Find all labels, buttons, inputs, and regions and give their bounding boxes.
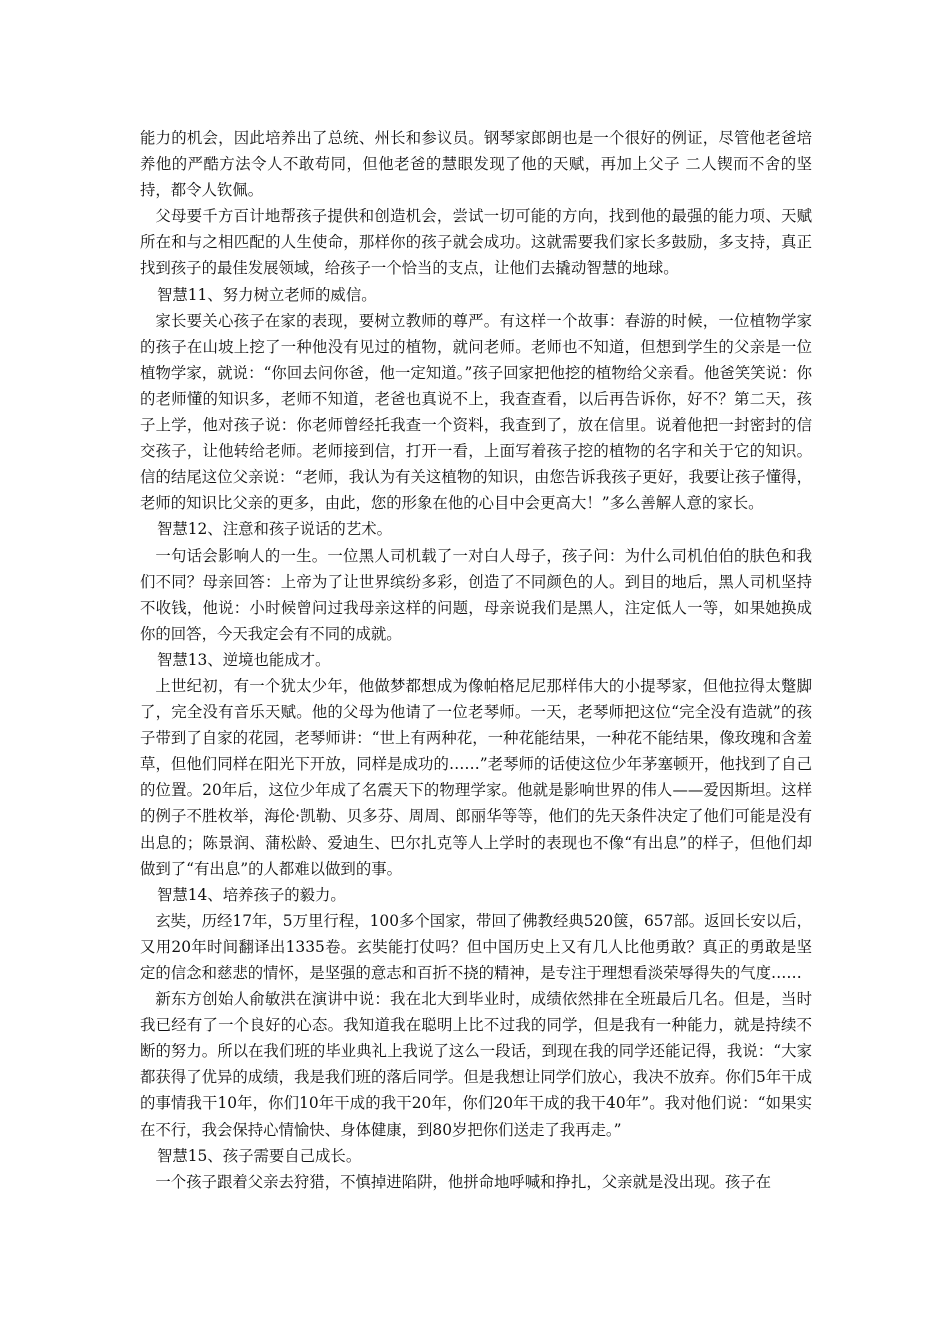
paragraph-langlang-example: 能力的机会，因此培养出了总统、州长和参议员。钢琴家郎朗也是一个很好的例证，尽管他老爸培养他的严酷方法令人不敢苟同，但他老爸的慧眼发现了他的天赋，再加上父子 二人锲而不舍的坚持，都令人钦佩。 — [140, 129, 812, 200]
heading-wisdom-13: 智慧13、逆境也能成才。 — [156, 650, 331, 669]
paragraph-parents-opportunity: 父母要千方百计地帮孩子提供和创造机会，尝试一切可能的方向，找到他的最强的能力项、天赋所在和与之相匹配的人生使命，那样你的孩子就会成功。这就需要我们家长多鼓励，多支持，真正找到孩子的最佳发展领域，给孩子一个恰当的支点，让他们去撬动智慧的地球。 — [140, 207, 812, 278]
heading-wisdom-12: 智慧12、注意和孩子说话的艺术。 — [156, 520, 392, 539]
heading-wisdom-11: 智慧11、努力树立老师的威信。 — [156, 285, 377, 304]
paragraph-hunting-story: 一个孩子跟着父亲去狩猎，不慎掉进陷阱，他拼命地呼喊和挣扎，父亲就是没出现。孩子在 — [155, 1172, 772, 1191]
paragraph-speaking-art: 一句话会影响人的一生。一位黑人司机载了一对白人母子，孩子问：为什么司机伯伯的肤色和我们不同？母亲回答：上帝为了让世界缤纷多彩，创造了不同颜色的人。到目的地后，黑人司机坚持不收钱，他说：小时候曾问过我母亲这样的问题，母亲说我们是黑人，注定低人一等，如果她换成你的回答，今天我定会有不同的成就。 — [140, 546, 812, 643]
paragraph-adversity: 上世纪初，有一个犹太少年，他做梦都想成为像帕格尼尼那样伟大的小提琴家，但他拉得太蹩脚了，完全没有音乐天赋。他的父母为他请了一位老琴师。一天，老琴师把这位“完全没有造就”的孩子带到了自家的花园，老琴师讲：“世上有两种花，一种花能结果，一种花不能结果，像玫瑰和含羞草，但他们同样在阳光下开放，同样是成功的……”老琴师的话使这位少年茅塞顿开，他找到了自己的位置。20年后，这位少年成了名震天下的物理学家。他就是影响世界的伟人——爱因斯坦。这样的例子不胜枚举，海伦·凯勒、贝多芬、周周、郎丽华等等，他们的先天条件决定了他们可能是没有出息的；陈景润、蒲松龄、爱迪生、巴尔扎克等人上学时的表现也不像“有出息”的样子，但他们却做到了“有出息”的人都难以做到的事。 — [140, 676, 812, 878]
heading-wisdom-14: 智慧14、培养孩子的毅力。 — [156, 885, 346, 904]
document-body — [140, 125, 812, 1195]
heading-wisdom-15: 智慧15、孩子需要自己成长。 — [156, 1146, 362, 1165]
paragraph-xuanzang: 玄奘，历经17年，5万里行程，100多个国家，带回了佛教经典520箧，657部。返回长安以后，又用20年时间翻译出1335卷。玄奘能打仗吗？但中国历史上又有几人比他勇敢？真正的勇敢是坚定的信念和慈悲的情怀，是坚强的意志和百折不挠的精神，是专注于理想看淡荣辱得失的气度…… — [140, 911, 812, 982]
paragraph-yu-minhong: 新东方创始人俞敏洪在演讲中说：我在北大到毕业时，成绩依然排在全班最后几名。但是，当时我已经有了一个良好的心态。我知道我在聪明上比不过我的同学，但是我有一种能力，就是持续不断的努力。所以在我们班的毕业典礼上我说了这么一段话，到现在我的同学还能记得，我说：“大家都获得了优异的成绩，我是我们班的落后同学。但是我想让同学们放心，我决不放弃。你们5年干成的事情我干10年，你们10年干成的我干20年，你们20年干成的我干40年”。我对他们说：“如果实在不行，我会保持心情愉快、身体健康，到80岁把你们送走了我再走。” — [140, 990, 812, 1139]
paragraph-teacher-prestige: 家长要关心孩子在家的表现，要树立教师的尊严。有这样一个故事：春游的时候，一位植物学家的孩子在山坡上挖了一种他没有见过的植物，就问老师。老师也不知道，但想到学生的父亲是一位植物学家，就说：“你回去问你爸，他一定知道。”孩子回家把他挖的植物给父亲看。他爸笑笑说：你的老师懂的知识多，老师不知道，老爸也真说不上，我查查看，以后再告诉你，好不？第二天，孩子上学，他对孩子说：你老师曾经托我查一个资料，我查到了，放在信里。说着他把一封密封的信交孩子，让他转给老师。老师接到信，打开一看，上面写着孩子挖的植物的名字和关于它的知识。信的结尾这位父亲说：“老师，我认为有关这植物的知识，由您告诉我孩子更好，我要让孩子懂得，老师的知识比父亲的更多，由此，您的形象在他的心目中会更高大！”多么善解人意的家长。 — [140, 311, 812, 513]
